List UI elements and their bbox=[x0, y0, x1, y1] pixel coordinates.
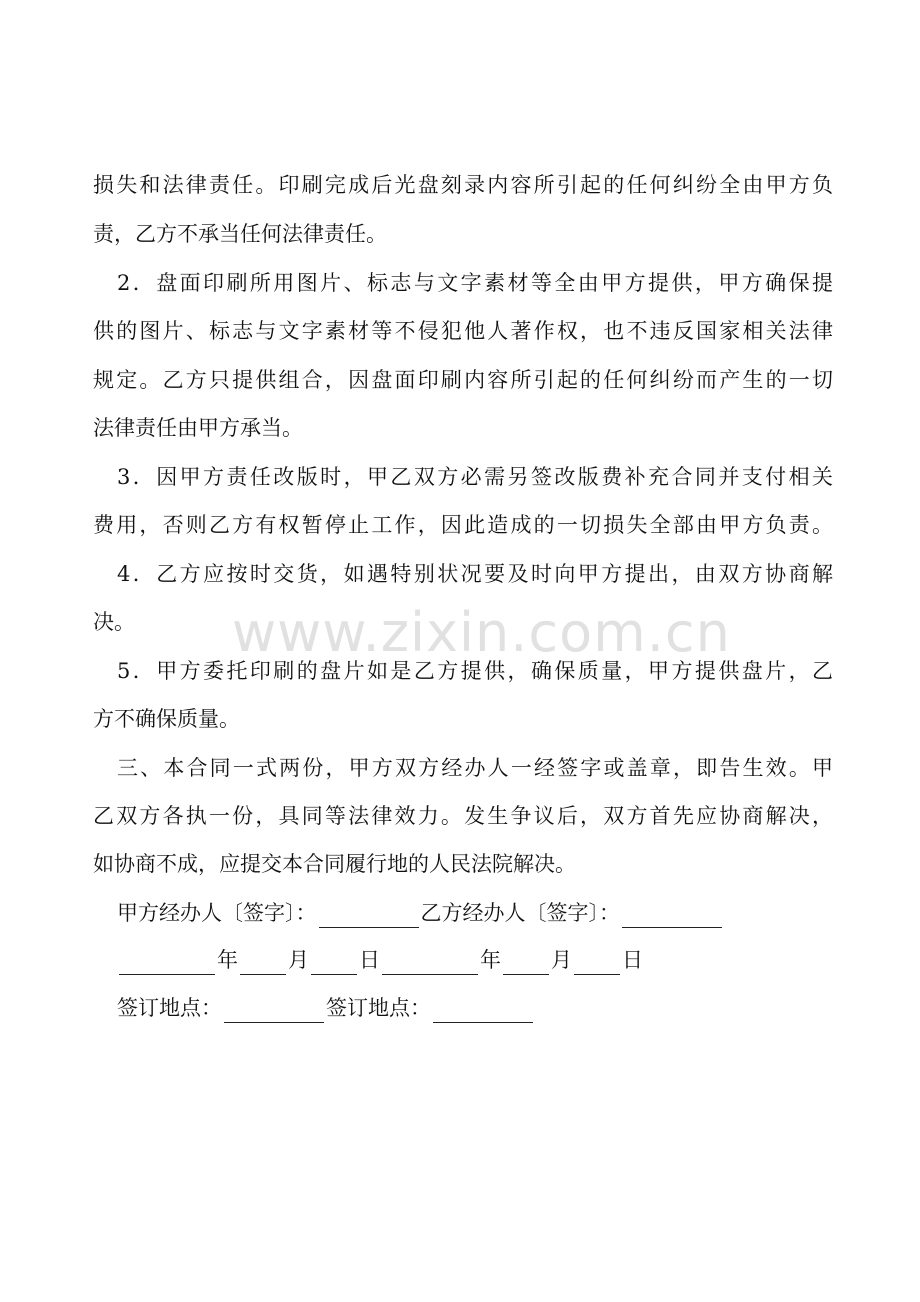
watermark: www.zixin.com.cn bbox=[232, 601, 731, 664]
text-line: 方不确保质量。 bbox=[93, 707, 240, 731]
party-a-year-blank[interactable] bbox=[119, 952, 215, 975]
section-3-line: 三、本合同一式两份，甲方双方经办人一经签字或盖章，即告生效。甲 bbox=[117, 756, 833, 780]
clause-2-line: 2．盘面印刷所用图片、标志与文字素材等全由甲方提供，甲方确保提 bbox=[117, 271, 833, 295]
party-a-signature-blank[interactable] bbox=[319, 905, 419, 928]
day-label: 日 bbox=[622, 948, 643, 972]
party-b-signature-blank[interactable] bbox=[622, 905, 722, 928]
party-b-month-blank[interactable] bbox=[503, 952, 549, 975]
text-line: 责，乙方不承当任何法律责任。 bbox=[93, 222, 387, 246]
year-label: 年 bbox=[217, 948, 238, 972]
clause-3-line: 3．因甲方责任改版时，甲乙双方必需另签改版费补充合同并支付相关 bbox=[117, 465, 833, 489]
party-b-year-blank[interactable] bbox=[382, 952, 478, 975]
month-label: 月 bbox=[551, 948, 572, 972]
text-line: 决。 bbox=[93, 610, 135, 634]
text-line: 规定。乙方只提供组合，因盘面印刷内容所引起的任何纠纷而产生的一切 bbox=[93, 368, 833, 392]
party-b-place-blank[interactable] bbox=[433, 1000, 533, 1023]
text-line: 费用，否则乙方有权暂停止工作，因此造成的一切损失全部由甲方负责。 bbox=[93, 513, 833, 537]
party-b-signer-label: 乙方经办人〔签字〕： bbox=[420, 901, 620, 925]
text-line: 如协商不成，应提交本合同履行地的人民法院解决。 bbox=[93, 852, 576, 876]
party-a-place-blank[interactable] bbox=[224, 1000, 324, 1023]
clause-4-line: 4．乙方应按时交货，如遇特别状况要及时向甲方提出，由双方协商解 bbox=[117, 562, 833, 586]
month-label: 月 bbox=[288, 948, 309, 972]
signing-place-label: 签订地点： bbox=[117, 996, 222, 1020]
text-line: 损失和法律责任。印刷完成后光盘刻录内容所引起的任何纠纷全由甲方负 bbox=[93, 173, 833, 197]
party-a-month-blank[interactable] bbox=[240, 952, 286, 975]
party-b-day-blank[interactable] bbox=[574, 952, 620, 975]
clause-5-line: 5．甲方委托印刷的盘片如是乙方提供，确保质量，甲方提供盘片，乙 bbox=[117, 659, 833, 683]
place-row bbox=[117, 993, 535, 1023]
year-label: 年 bbox=[480, 948, 501, 972]
signature-row bbox=[117, 898, 724, 928]
day-label: 日 bbox=[359, 948, 380, 972]
text-line: 乙双方各执一份，具同等法律效力。发生争议后，双方首先应协商解决， bbox=[93, 804, 833, 828]
text-line: 法律责任由甲方承当。 bbox=[93, 416, 303, 440]
signing-place-label: 签订地点： bbox=[326, 996, 431, 1020]
date-row bbox=[117, 945, 643, 975]
party-a-signer-label: 甲方经办人〔签字〕： bbox=[117, 901, 317, 925]
party-a-day-blank[interactable] bbox=[311, 952, 357, 975]
text-line: 供的图片、标志与文字素材等不侵犯他人著作权，也不违反国家相关法律 bbox=[93, 319, 833, 343]
